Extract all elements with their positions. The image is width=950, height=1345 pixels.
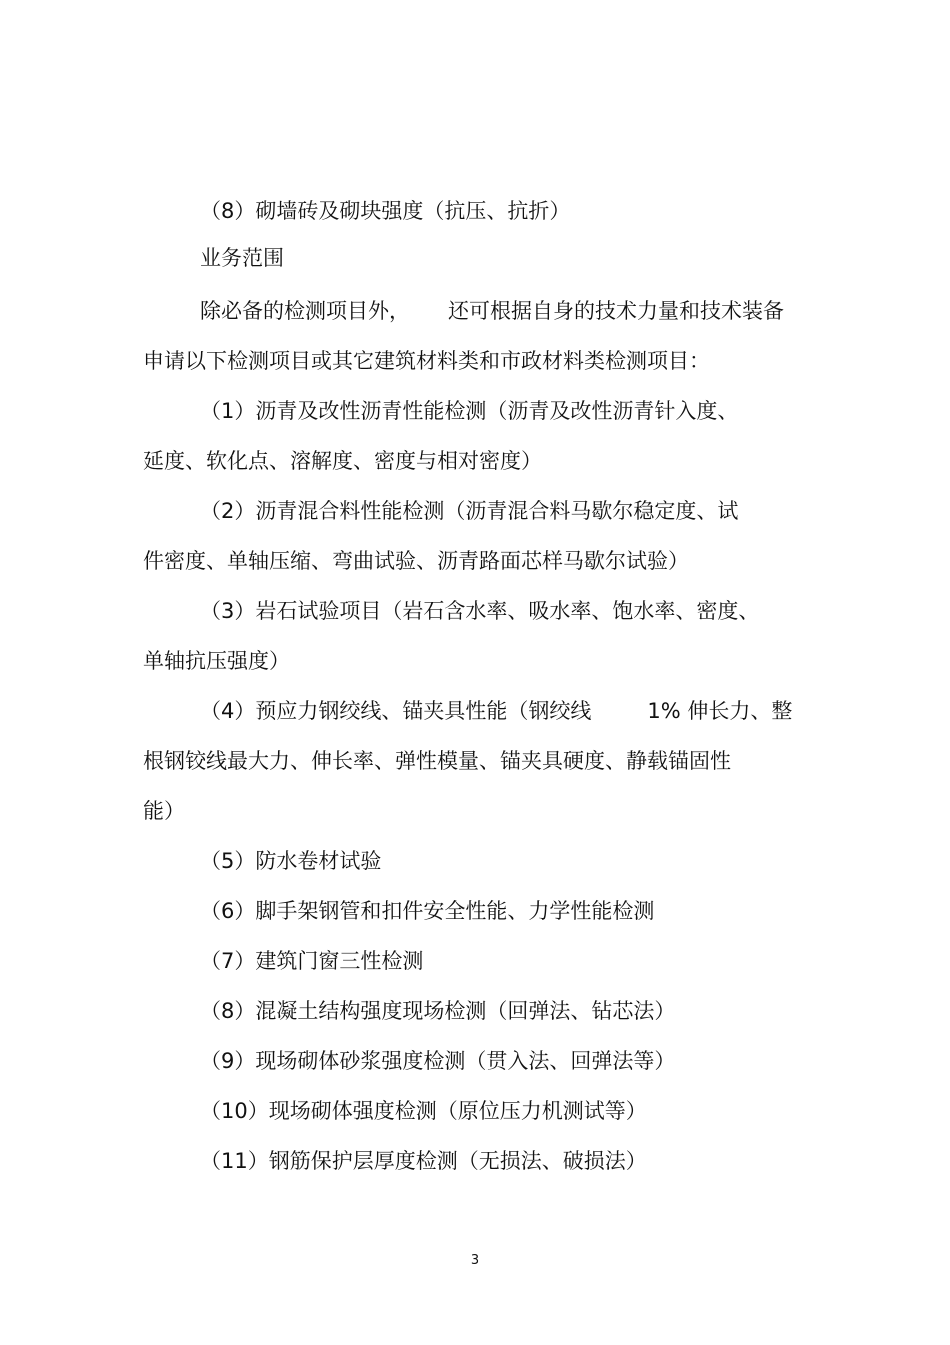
list-item-11 <box>200 1146 647 1176</box>
page-number: 3 <box>470 1253 480 1268</box>
list-item-2-continued <box>143 546 689 576</box>
text-span: （6）脚手架钢管和扣件安全性能、力学性能检测 <box>200 899 655 923</box>
text-span: （9）现场砌体砂浆强度检测（贯入法、回弹法等） <box>200 1049 676 1073</box>
text-span: 业务范围 <box>200 246 284 270</box>
text-span: 能） <box>143 799 185 823</box>
text-span: （11）钢筋保护层厚度检测（无损法、破损法） <box>200 1149 647 1173</box>
list-item-10 <box>200 1096 647 1126</box>
text-span: 申请以下检测项目或其它建筑材料类和市政材料类检测项目： <box>143 349 710 373</box>
list-item-4-continued <box>143 746 731 776</box>
text-line-intro <box>200 296 784 326</box>
text-span: （3）岩石试验项目（岩石含水率、吸水率、饱水率、密度、 <box>200 599 760 623</box>
text-span: 根钢铰线最大力、伸长率、弹性模量、锚夹具硬度、静载锚固性 <box>143 749 731 773</box>
text-span: （2）沥青混合料性能检测（沥青混合料马歇尔稳定度、试 <box>200 499 739 523</box>
list-item-7 <box>200 946 423 976</box>
text-span: 还可根据自身的技术力量和技术装备 <box>448 299 784 323</box>
list-item-4 <box>200 696 792 726</box>
section-heading-business-scope <box>200 243 284 273</box>
list-item-4-continued-end <box>143 796 185 826</box>
text-span: （10）现场砌体强度检测（原位压力机测试等） <box>200 1099 647 1123</box>
text-span: （5）防水卷材试验 <box>200 849 382 873</box>
text-span: 除必备的检测项目外， <box>200 299 410 323</box>
list-item-1 <box>200 396 738 426</box>
list-item-9 <box>200 1046 675 1076</box>
list-item-3 <box>200 596 759 626</box>
list-item-8 <box>200 996 675 1026</box>
list-item-5 <box>200 846 381 876</box>
text-span: （7）建筑门窗三性检测 <box>200 949 424 973</box>
text-span: （8）砌墙砖及砌块强度（抗压、抗折） <box>200 199 571 223</box>
text-line-intro-continued <box>143 346 710 376</box>
text-span: 延度、软化点、溶解度、密度与相对密度） <box>143 449 542 473</box>
text-span: （1）沥青及改性沥青性能检测（沥青及改性沥青针入度、 <box>200 399 739 423</box>
text-span: 单轴抗压强度） <box>143 649 290 673</box>
list-item-6 <box>200 896 654 926</box>
list-item-2 <box>200 496 738 526</box>
text-span: 件密度、单轴压缩、弯曲试验、沥青路面芯样马歇尔试验） <box>143 549 689 573</box>
text-line-brick-strength <box>200 196 570 226</box>
text-span: 1% 伸长力、整 <box>647 699 793 723</box>
text-span: （8）混凝土结构强度现场检测（回弹法、钻芯法） <box>200 999 676 1023</box>
list-item-1-continued <box>143 446 542 476</box>
text-span: （4）预应力钢绞线、锚夹具性能（钢绞线 <box>200 699 592 723</box>
list-item-3-continued <box>143 646 290 676</box>
